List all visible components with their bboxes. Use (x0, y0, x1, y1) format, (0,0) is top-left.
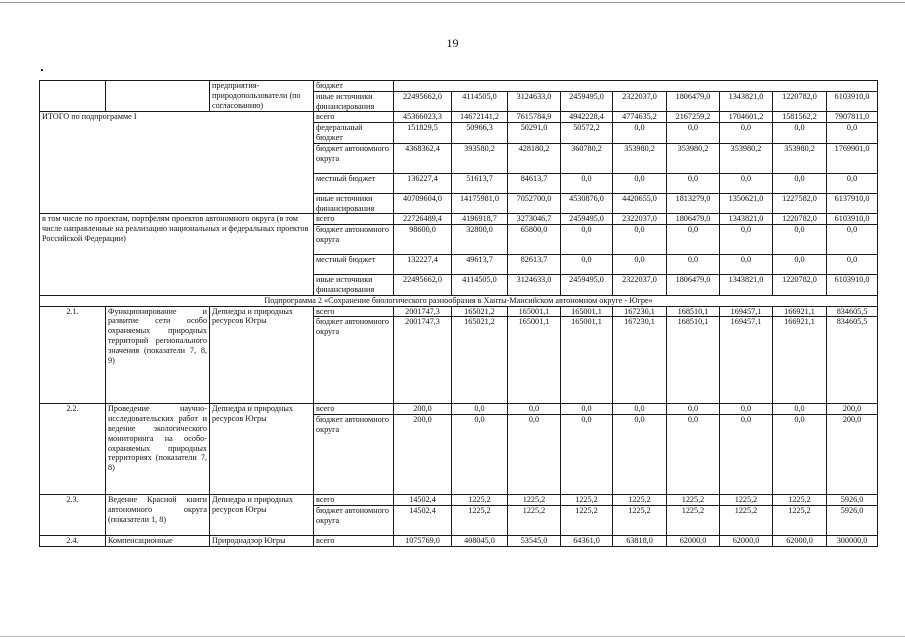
value-cell: 1769901,0 (827, 143, 878, 173)
value-cell: 6103910,0 (827, 275, 878, 296)
value-cell: 22495662,0 (394, 91, 452, 112)
value-cell: 0,0 (773, 404, 827, 415)
value-cell: 22726489,4 (394, 214, 452, 225)
value-cell: 6137910,0 (827, 193, 878, 214)
value-cell: 169457,1 (720, 306, 773, 317)
value-cell: 1225,2 (452, 505, 508, 535)
value-cell: 7052700,0 (508, 193, 561, 214)
value-cell: 3124633,0 (508, 91, 561, 112)
value-cell: 14502,4 (394, 495, 452, 506)
value-cell: 4368362,4 (394, 143, 452, 173)
value-cell: 82613,7 (508, 255, 561, 275)
value-cell: 2001747,3 (394, 317, 452, 404)
value-cell: 5926,0 (827, 505, 878, 535)
value-cell: 6103910,0 (827, 91, 878, 112)
page-number: 19 (446, 36, 459, 50)
source-cell: всего (314, 306, 394, 317)
value-cell: 1581562,2 (773, 112, 827, 123)
budget-table (39, 80, 878, 547)
empty-cell (40, 81, 106, 112)
source-cell: федеральный бюджет (314, 123, 394, 144)
value-cell: 165001,1 (561, 317, 613, 404)
value-cell: 14502,4 (394, 505, 452, 535)
value-cell: 0,0 (827, 225, 878, 255)
table-row (40, 495, 878, 506)
value-cell: 0,0 (508, 404, 561, 415)
value-cell: 353980,2 (613, 143, 667, 173)
value-cell: 1225,2 (667, 495, 720, 506)
source-cell: бюджет автономного округа (314, 317, 394, 404)
table-row (40, 214, 878, 225)
source-cell: иные источники финансирования (314, 91, 394, 112)
value-cell: 428180,2 (508, 143, 561, 173)
item-name: Компенсационные (106, 535, 210, 546)
value-cell: 0,0 (720, 255, 773, 275)
value-cell: 65800,0 (508, 225, 561, 255)
value-cell: 1225,2 (720, 505, 773, 535)
value-cell: 169457,1 (720, 317, 773, 404)
value-cell: 22495662,0 (394, 275, 452, 296)
value-cell: 0,0 (667, 415, 720, 495)
value-cell: 0,0 (561, 415, 613, 495)
value-cell: 1220782,0 (773, 91, 827, 112)
value-cell: 1343821,0 (720, 275, 773, 296)
value-cell: 1350621,0 (720, 193, 773, 214)
source-cell: всего (314, 214, 394, 225)
value-cell: 1225,2 (667, 505, 720, 535)
item-executor: Природнадзор Югры (210, 535, 314, 546)
value-cell: 62000,0 (667, 535, 720, 546)
value-cell: 300000,0 (827, 535, 878, 546)
value-cell: 0,0 (720, 173, 773, 193)
value-cell: 1225,2 (773, 495, 827, 506)
executor-cell: предприятия-природопользователи (по согласованию) (210, 81, 314, 112)
value-cell: 84613,7 (508, 173, 561, 193)
value-cell: 132227,4 (394, 255, 452, 275)
value-cell: 168510,1 (667, 317, 720, 404)
value-cell: 200,0 (394, 415, 452, 495)
value-cell: 0,0 (667, 404, 720, 415)
source-cell: бюджет (314, 81, 394, 92)
item-executor: Депнедра и природных ресурсов Югры (210, 306, 314, 404)
value-cell: 50572,2 (561, 123, 613, 144)
item-number: 2.4. (40, 535, 106, 546)
value-cell: 3124633,0 (508, 275, 561, 296)
source-cell: всего (314, 404, 394, 415)
value-cell: 0,0 (720, 415, 773, 495)
value-cell: 4774635,2 (613, 112, 667, 123)
subprogram-title: Подпрограмма 2 «Сохранение биологического разнообразия в Ханты-Мансийском автономном округе - Югре» (40, 295, 878, 306)
value-cell: 0,0 (720, 404, 773, 415)
value-cell: 4196918,7 (452, 214, 508, 225)
value-cell: 50966,3 (452, 123, 508, 144)
item-number: 2.3. (40, 495, 106, 536)
value-cell: 353980,2 (720, 143, 773, 173)
value-cell: 1225,2 (508, 495, 561, 506)
value-cell: 165001,1 (561, 306, 613, 317)
value-cell: 49613,7 (452, 255, 508, 275)
value-cell: 1225,2 (508, 505, 561, 535)
value-cell: 64361,0 (561, 535, 613, 546)
value-cell: 1343821,0 (720, 214, 773, 225)
value-cell: 1225,2 (773, 505, 827, 535)
value-cell: 200,0 (827, 404, 878, 415)
value-cell: 32800,0 (452, 225, 508, 255)
value-cell: 2459495,0 (561, 275, 613, 296)
source-cell: иные источники финансирования (314, 193, 394, 214)
item-number: 2.1. (40, 306, 106, 404)
value-cell: 0,0 (773, 415, 827, 495)
margin-mark (41, 69, 43, 71)
value-cell: 0,0 (452, 415, 508, 495)
value-cell: 0,0 (561, 225, 613, 255)
scan-edge-top (0, 2, 905, 3)
source-cell: бюджет автономного округа (314, 225, 394, 255)
value-cell: 4420655,0 (613, 193, 667, 214)
value-cell: 200,0 (827, 415, 878, 495)
value-cell: 53545,0 (508, 535, 561, 546)
source-cell: всего (314, 112, 394, 123)
value-cell: 165021,2 (452, 306, 508, 317)
value-cell: 2459495,0 (561, 214, 613, 225)
source-cell: местный бюджет (314, 173, 394, 193)
value-cell: 0,0 (720, 225, 773, 255)
value-cell: 0,0 (613, 225, 667, 255)
value-cell: 167230,1 (613, 317, 667, 404)
value-cell: 0,0 (613, 415, 667, 495)
value-cell: 51613,7 (452, 173, 508, 193)
value-cell: 0,0 (508, 415, 561, 495)
value-cell: 166921,1 (773, 317, 827, 404)
item-executor: Депнедра и природных ресурсов Югры (210, 495, 314, 536)
value-cell: 136227,4 (394, 173, 452, 193)
source-cell: бюджет автономного округа (314, 415, 394, 495)
value-cell: 165001,1 (508, 317, 561, 404)
value-cell: 1075769,0 (394, 535, 452, 546)
value-cell: 7907811,0 (827, 112, 878, 123)
value-cell: 4114505,0 (452, 91, 508, 112)
table-row (40, 112, 878, 123)
value-cell: 2322037,0 (613, 275, 667, 296)
item-executor: Депнедра и природных ресурсов Югры (210, 404, 314, 495)
value-cell: 50291,0 (508, 123, 561, 144)
value-cell: 4530876,0 (561, 193, 613, 214)
projects-label: в том числе по проектам, портфелям проектов автономного округа (в том числе направленные на реализацию национальных и федеральных проектов Российской Федерации) (40, 214, 314, 295)
value-cell: 0,0 (613, 173, 667, 193)
value-cell: 1225,2 (561, 505, 613, 535)
value-cell: 0,0 (827, 255, 878, 275)
value-cell: 0,0 (667, 173, 720, 193)
value-cell: 0,0 (613, 404, 667, 415)
scan-edge-bottom (0, 636, 905, 637)
empty-cell (394, 81, 878, 92)
value-cell: 1220782,0 (773, 275, 827, 296)
value-cell: 5926,0 (827, 495, 878, 506)
source-cell: местный бюджет (314, 255, 394, 275)
value-cell: 2167259,2 (667, 112, 720, 123)
value-cell: 0,0 (613, 123, 667, 144)
value-cell: 0,0 (773, 225, 827, 255)
value-cell: 98600,0 (394, 225, 452, 255)
value-cell: 353980,2 (667, 143, 720, 173)
source-cell: бюджет автономного округа (314, 143, 394, 173)
value-cell: 1343821,0 (720, 91, 773, 112)
value-cell: 165001,1 (508, 306, 561, 317)
item-name: Ведение Красной книги автономного округа (показатели 1, 8) (106, 495, 210, 536)
value-cell: 1227582,0 (773, 193, 827, 214)
value-cell: 0,0 (827, 123, 878, 144)
value-cell: 63818,0 (613, 535, 667, 546)
value-cell: 4942228,4 (561, 112, 613, 123)
value-cell: 0,0 (561, 173, 613, 193)
value-cell: 165021,2 (452, 317, 508, 404)
value-cell: 151829,5 (394, 123, 452, 144)
value-cell: 166921,1 (773, 306, 827, 317)
value-cell: 834605,5 (827, 317, 878, 404)
value-cell: 0,0 (773, 123, 827, 144)
value-cell: 0,0 (667, 123, 720, 144)
value-cell: 1225,2 (613, 505, 667, 535)
value-cell: 62000,0 (773, 535, 827, 546)
value-cell: 2322037,0 (613, 214, 667, 225)
value-cell: 0,0 (452, 404, 508, 415)
value-cell: 834605,5 (827, 306, 878, 317)
value-cell: 167230,1 (613, 306, 667, 317)
value-cell: 3273046,7 (508, 214, 561, 225)
table-row (40, 81, 878, 92)
item-name: Функционирование и развитие сети особо охраняемых природных территорий регионального значения (показатели 7, 8, 9) (106, 306, 210, 404)
value-cell: 7615784,9 (508, 112, 561, 123)
table-body (40, 81, 878, 547)
value-cell: 0,0 (561, 404, 613, 415)
source-cell: всего (314, 495, 394, 506)
value-cell: 0,0 (827, 173, 878, 193)
value-cell: 353980,2 (773, 143, 827, 173)
value-cell: 0,0 (667, 255, 720, 275)
value-cell: 1220782,0 (773, 214, 827, 225)
value-cell: 2322037,0 (613, 91, 667, 112)
source-cell: иные источники финансирования (314, 275, 394, 296)
value-cell: 200,0 (394, 404, 452, 415)
item-name: Проведение научно-исследовательских работ и ведение экологического мониторинга на особо-охраняемых природных территориях (показатели 7, 8) (106, 404, 210, 495)
value-cell: 14672141,2 (452, 112, 508, 123)
value-cell: 0,0 (561, 255, 613, 275)
item-number: 2.2. (40, 404, 106, 495)
empty-cell (106, 81, 210, 112)
value-cell: 1225,2 (561, 495, 613, 506)
value-cell: 360780,2 (561, 143, 613, 173)
value-cell: 393580,2 (452, 143, 508, 173)
value-cell: 0,0 (667, 225, 720, 255)
value-cell: 168510,1 (667, 306, 720, 317)
value-cell: 1225,2 (452, 495, 508, 506)
value-cell: 2001747,3 (394, 306, 452, 317)
table-row (40, 306, 878, 317)
value-cell: 1225,2 (613, 495, 667, 506)
value-cell: 1813279,0 (667, 193, 720, 214)
value-cell: 6103910,0 (827, 214, 878, 225)
value-cell: 40709604,0 (394, 193, 452, 214)
value-cell: 0,0 (773, 173, 827, 193)
value-cell: 0,0 (613, 255, 667, 275)
value-cell: 1806479,0 (667, 91, 720, 112)
value-cell: 1225,2 (720, 495, 773, 506)
value-cell: 2459495,0 (561, 91, 613, 112)
source-cell: всего (314, 535, 394, 546)
table-row (40, 404, 878, 415)
value-cell: 0,0 (773, 255, 827, 275)
table-row (40, 295, 878, 306)
value-cell: 14175981,0 (452, 193, 508, 214)
value-cell: 4114505,0 (452, 275, 508, 296)
value-cell: 408045,0 (452, 535, 508, 546)
value-cell: 1704601,2 (720, 112, 773, 123)
value-cell: 1806479,0 (667, 214, 720, 225)
value-cell: 45366023,3 (394, 112, 452, 123)
table-row (40, 535, 878, 546)
value-cell: 62000,0 (720, 535, 773, 546)
value-cell: 0,0 (720, 123, 773, 144)
source-cell: бюджет автономного округа (314, 505, 394, 535)
itogo-label: ИТОГО по подпрограмме I (40, 112, 314, 214)
value-cell: 1806479,0 (667, 275, 720, 296)
